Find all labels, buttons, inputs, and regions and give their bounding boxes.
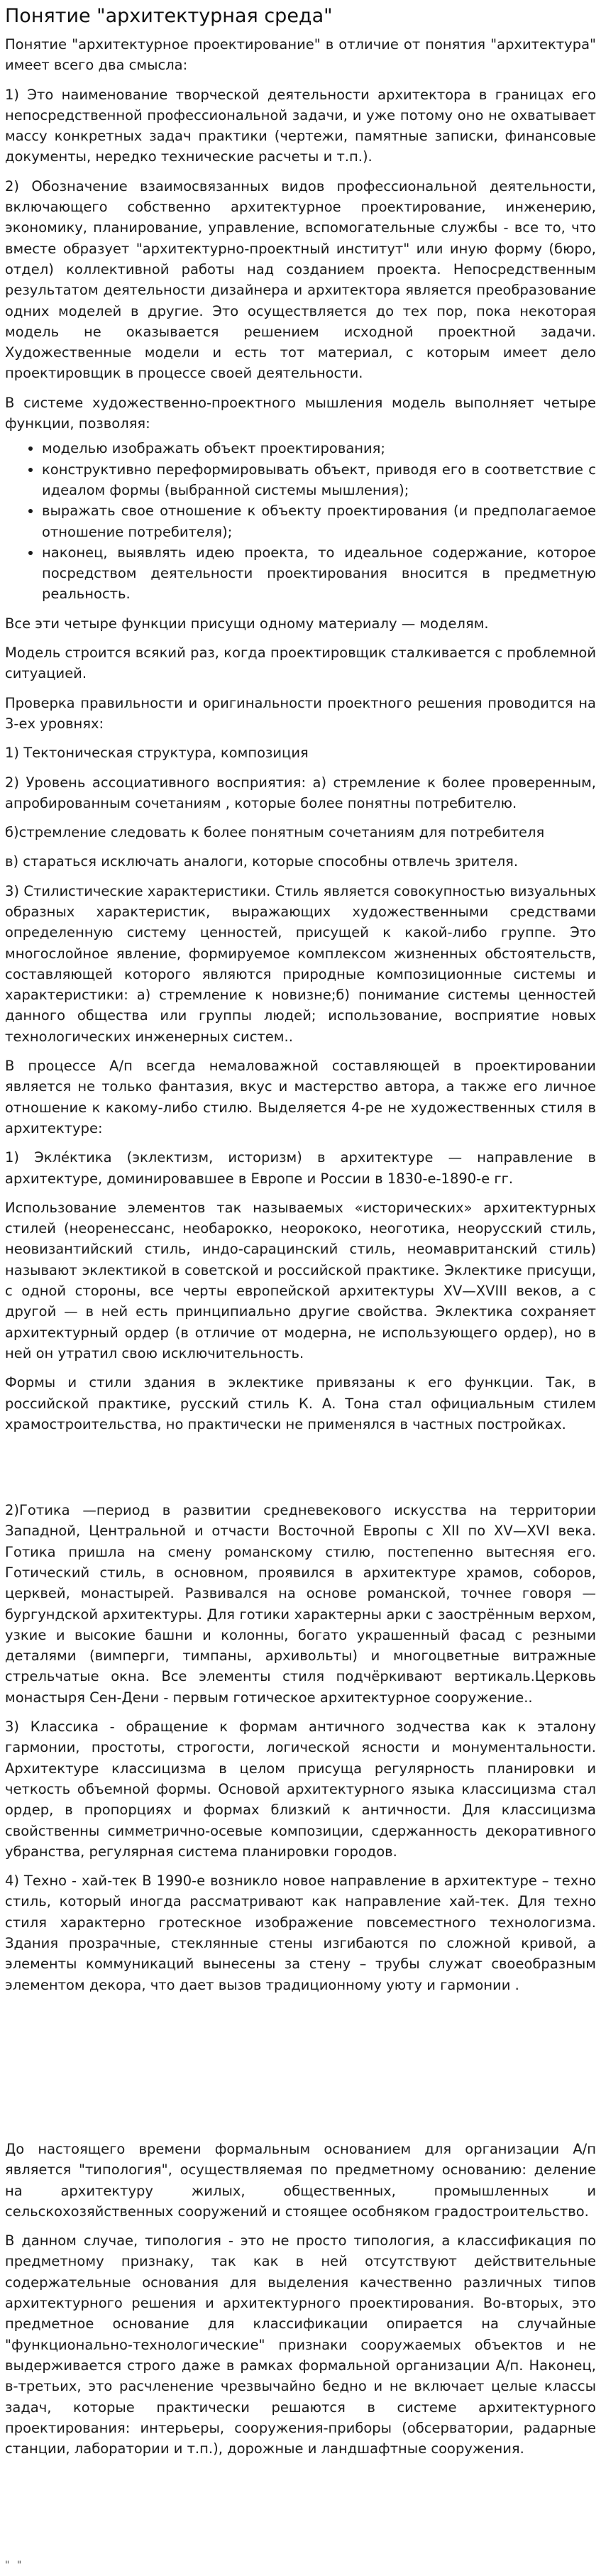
blank-space xyxy=(5,1443,596,1500)
styles-intro-paragraph: В процессе А/п всегда немаловажной составляющей в проектировании является не только фантазия, вкус и мастерство автора, а также его личное отношение к какому-либо стилю. Выделяется 4-ре не художественных стиля в архитектуре: xyxy=(5,1058,596,1136)
intro-paragraph: Понятие "архитектурное проектирование" в отличие от понятия "архитектура" имеет всего два смысла: xyxy=(5,36,596,74)
style-eclectic-forms-paragraph: Формы и стили здания в эклектике привязаны к его функции. Так, в российской практике, русский стиль К. А. Тона стал официальным стилем храмостроительства, но практически не применялся в частных постройках. xyxy=(5,1374,596,1432)
style-techno-paragraph: 4) Техно - хай-тек В 1990-е возникло новое направление в архитектуре – техно стиль, который иногда рассматривают как направление хай-тек. Для техно стиля характерно гротескное изображение повсеместного технологизма. Здания прозрачные, стеклянные стены изгибаются по сложной кривой, а элементы коммуникаций вынесены за стену – трубы служат своеобразным элементом декора, что дает вызов традиционному уюту и гармонии . xyxy=(5,1873,596,1993)
functions-intro-paragraph: В системе художественно-проектного мышления модель выполняет четыре функции, позволяя: xyxy=(5,394,596,432)
typology-detail-paragraph: В данном случае, типология - это не просто типология, а классификация по предметному признаку, так как в ней отсутствуют действительные содержательные основания для выделения качественно различных типов архитектурного решения и архитектурного проектирования. Во-вторых, это предметное основание для классификации опирается на случайные "функционально-технологические" признаки сооружаемых объектов и не выдерживается строго даже в рамках формальной организации А/п. Наконец, в-третьих, это расчленение чрезвычайно бедно и не включает целые классы задач, которые практически решаются в системе архитектурного проектирования: интерьеры, сооружения-приборы (обсерватории, радарные станции, лаборатории и т.п.), дорожные и ландшафтные сооружения. xyxy=(5,2232,596,2457)
style-eclectic-paragraph: 1) Эклéктика (эклектизм, историзм) в архитектуре — направление в архитектуре, доминировавшее в Европе и России в 1830-е-1890-е гг. xyxy=(5,1149,596,1187)
style-gothic-paragraph: 2)Готика —период в развитии средневекового искусства на территории Западной, Центральной и отчасти Восточной Европы с XII по XV—XVI века. Готика пришла на смену романскому стилю, постепенно вытесняя его. Готический стиль, в основном, проявился в архитектуре храмов, соборов, церквей, монастырей. Развивался на основе романской, точнее говоря — бургундской архитектуры. Для готики характерны арки с заострённым верхом, узкие и высокие башни и колонны, богато украшенный фасад с резными деталями (вимперги, тимпаны, архивольты) и многоцветные витражные стрельчатые окна. Все элементы стиля подчёркивают вертикаль.Церковь монастыря Сен-Дени - первым готическое архитектурное сооружение.. xyxy=(5,1502,596,1706)
levels-intro-paragraph: Проверка правильности и оригинальности проектного решения проводится на 3-ех уровнях: xyxy=(5,694,596,732)
functions-list xyxy=(5,438,596,604)
level-2c-paragraph: в) стараться исключать аналоги, которые способны отвлечь зрителя. xyxy=(5,853,519,870)
function-item: • моделью изображать объект проектирования; xyxy=(42,438,596,459)
typology-paragraph: До настоящего времени формальным основанием для организации А/п является "типология", осуществляемая по предметному основанию: деление на архитектуру жилых, общественных, промышленных и сельскохозяйственных сооружений и стоящее особняком градостроительство. xyxy=(5,2140,596,2220)
footer-mark: " " xyxy=(5,2560,24,2571)
level-2b-paragraph: б)стремление следовать к более понятным сочетаниям для потребителя xyxy=(5,824,545,841)
style-eclectic-detail-paragraph: Использование элементов так называемых «исторических» архитектурных стилей (неоренессанс, необарокко, неорококо, неоготика, неорусский стиль, неовизантийский стиль, индо-сарацинский стиль, неомавританский стиль) называют эклектикой в советской и российской практике. Эклектике присущи, с одной стороны, все черты европейской архитектуры XV—XVIII веков, а с другой — в ней есть принципиально другие свойства. Эклектика сохраняет архитектурный ордер (в отличие от модерна, не использующего ордер), но в ней он утратил свою исключительность. xyxy=(5,1199,596,1361)
function-item: • выражать свое отношение к объекту проектирования (и предполагаемое отношение потребителя); xyxy=(42,500,596,542)
function-item: • конструктивно переформировывать объект, приводя его в соответствие с идеалом формы (выбранной системы мышления); xyxy=(42,459,596,501)
level-1-paragraph: 1) Тектоническая структура, композиция xyxy=(5,745,309,762)
page-title: Понятие "архитектурная среда" xyxy=(5,5,333,27)
meaning-2-paragraph: 2) Обозначение взаимосвязанных видов профессиональной деятельности, включающего собственно архитектурное проектирование, инженерию, экономику, планирование, управление, вспомогательные службы - все то, что вместе образует "архитектурно-проектный институт" или иную форму (бюро, отдел) коллективной работы над созданием проекта. Непосредственным результатом деятельности дизайнера и архитектора является преобразование одних моделей в другие. Это осуществляется до тех пор, пока некоторая модель не оказывается решением исходной проектной задачи. Художественные модели и есть тот материал, с которым имеет дело проектировщик в процессе своей деятельности. xyxy=(5,177,596,382)
level-2-paragraph: 2) Уровень ассоциативного восприятия: а) стремление к более проверенным, апробированным сочетаниям , которые более понятны потребителю. xyxy=(5,774,596,811)
function-item: • наконец, выявлять идею проекта, то идеальное содержание, которое посредством деятельности проектирования вносится в предметную реальность. xyxy=(42,542,596,605)
functions-outro-paragraph: Все эти четыре функции присущи одному материалу — моделям. xyxy=(5,615,489,632)
level-3-paragraph: 3) Стилистические характеристики. Стиль является совокупностью визуальных образных характеристик, выражающих художественными средствами определенную систему ценностей, присущей к какой-либо группе. Это многослойное явление, формируемое комплексом жизненных обстоятельств, составляющей которого являются природные композиционные системы и характеристики: а) стремление к новизне;б) понимание системы ценностей данного общества или группы людей; использование, восприятие новых технологических инженерных систем.. xyxy=(5,882,596,1045)
blank-space xyxy=(5,2004,596,2139)
meaning-1-paragraph: 1) Это наименование творческой деятельности архитектора в границах его непосредственной профессиональной задачи, и уже потому оно не охватывает массу конкретных задач практики (чертежи, памятные записки, финансовые документы, нередко технические расчеты и т.п.). xyxy=(5,86,596,165)
model-paragraph: Модель строится всякий раз, когда проектировщик сталкивается с проблемной ситуацией. xyxy=(5,645,596,682)
style-classic-paragraph: 3) Классика - обращение к формам античного зодчества как к эталону гармонии, простоты, строгости, логической ясности и монументальности. Архитектуре классицизма в целом присуща регулярность планировки и четкость объемной формы. Основой архитектурного языка классицизма стал ордер, в пропорциях и формах близкий к античности. Для классицизма свойственны симметрично-осевые композиции, сдержанность декоративного убранства, регулярная система планировки городов. xyxy=(5,1719,596,1860)
document-page xyxy=(5,0,596,2467)
